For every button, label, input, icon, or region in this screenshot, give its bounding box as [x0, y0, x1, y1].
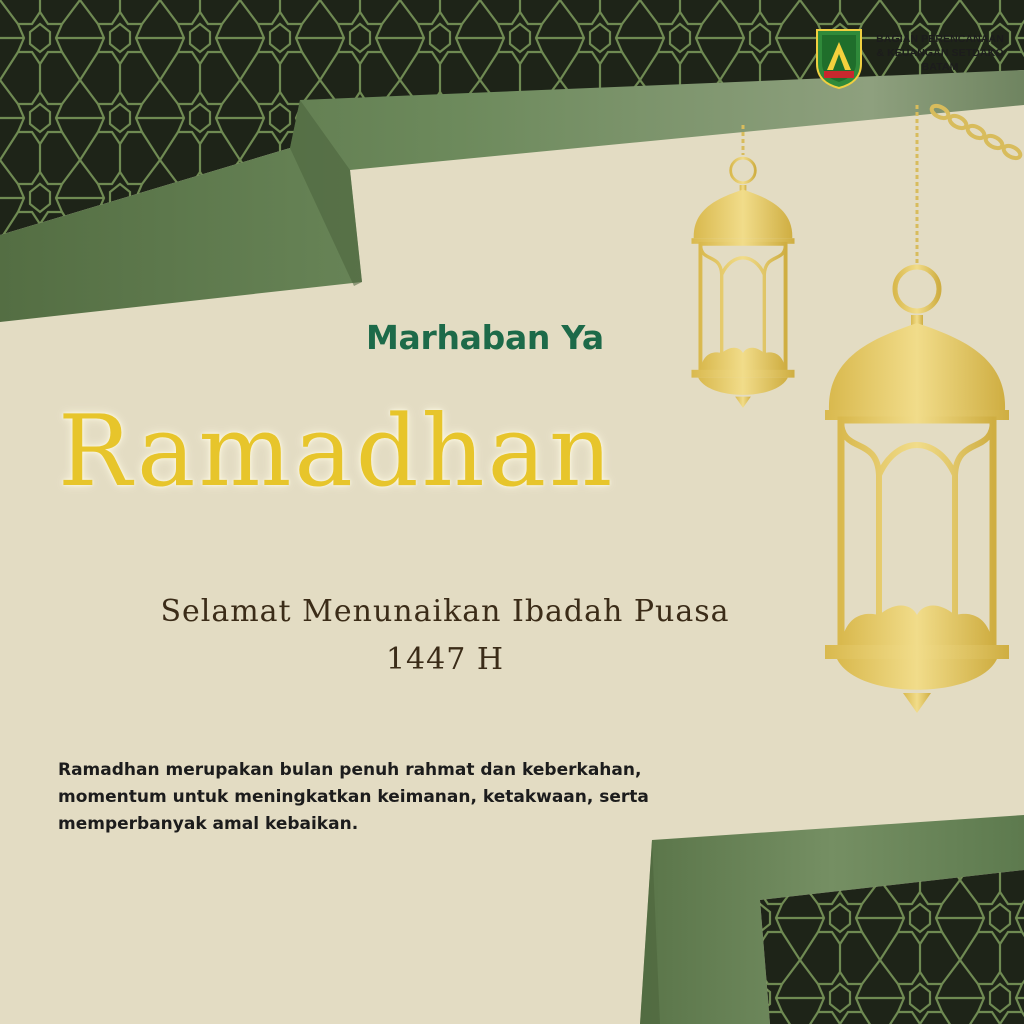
- body-line: Ramadhan merupakan bulan penuh rahmat dan keberkahan,: [58, 760, 642, 780]
- organization-name-line: & KEUANGAN SETDAKO: [876, 47, 1004, 59]
- greeting-heading: Marhaban Ya: [366, 318, 604, 357]
- organization-name-line: BATAM: [921, 61, 959, 73]
- subtitle-line: Selamat Menunaikan Ibadah Puasa: [160, 594, 730, 629]
- lantern-icon: [691, 158, 794, 408]
- city-emblem-icon: [815, 28, 863, 90]
- organization-header: [815, 28, 1015, 92]
- body-line: momentum untuk meningkatkan keimanan, ketakwaan, serta: [58, 787, 649, 807]
- organization-name-line: BAGIAN PERENCANAAN: [876, 33, 1004, 45]
- body-line: memperbanyak amal kebaikan.: [58, 814, 359, 834]
- organization-name: [865, 32, 1015, 74]
- subtitle-year: 1447 H: [385, 642, 505, 677]
- main-title: Ramadhan: [58, 395, 616, 509]
- subtitle: [60, 588, 830, 684]
- lantern-icon: [825, 267, 1009, 713]
- body-paragraph: [58, 757, 738, 838]
